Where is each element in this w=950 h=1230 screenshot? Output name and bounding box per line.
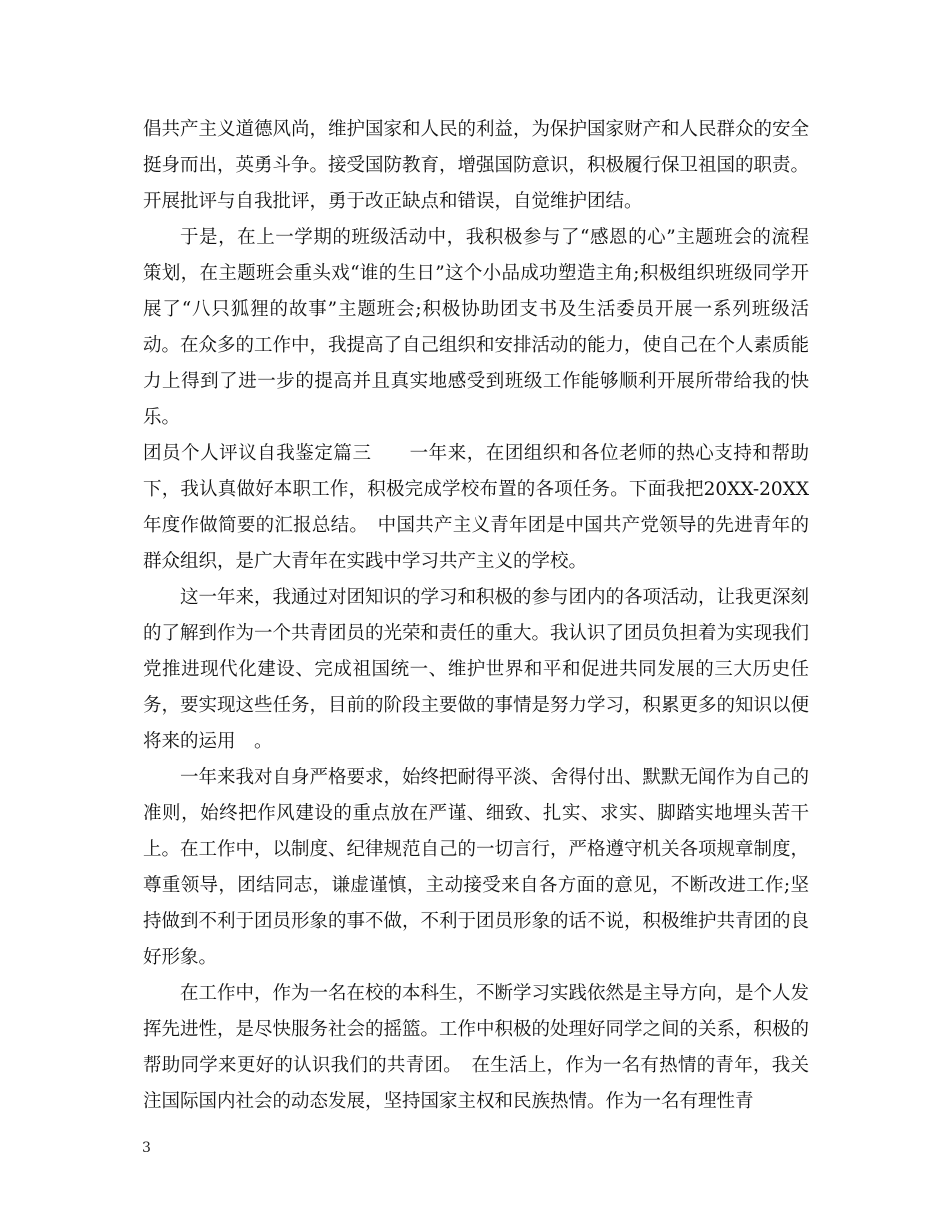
paragraph-4: 这一年来，我通过对团知识的学习和积极的参与团内的各项活动，让我更深刻的了解到作为一个共青团员的光荣和责任的重大。我认识了团员负担着为实现我们党推进现代化建设、完成祖国统一、维护世界和平和促进共同发展的三大历史任务，要实现这些任务，目前的阶段主要做的事情是努力学习，积累更多的知识以便将来的运用 。 [143,587,810,752]
document-body [143,112,809,1120]
paragraph-1: 倡共产主义道德风尚，维护国家和人民的利益，为保护国家财产和人民群众的安全挺身而出，英勇斗争。接受国防教育，增强国防意识，积极履行保卫祖国的职责。开展批评与自我批评，勇于改正缺点和错误，自觉维护团结。 [143,119,810,212]
paragraph-6: 在工作中，作为一名在校的本科生，不断学习实践依然是主导方向，是个人发挥先进性，是尽快服务社会的摇篮。工作中积极的处理好同学之间的关系，积极的帮助同学来更好的认识我们的共青团。 在生活上，作为一名有热情的青年，我关注国际国内社会的动态发展，坚持国家主权和民族热情。作为一名有理性青 [143,983,810,1112]
paragraph-3: 团员个人评议自我鉴定篇三 一年来，在团组织和各位老师的热心支持和帮助下，我认真做好本职工作，积极完成学校布置的各项任务。下面我把20XX-20XX年度作做简要的汇报总结。 中国共产主义青年团是中国共产党领导的先进青年的群众组织，是广大青年在实践中学习共产主义的学校。 [143,443,809,572]
paragraph-5: 一年来我对自身严格要求，始终把耐得平淡、舍得付出、默默无闻作为自己的准则，始终把作风建设的重点放在严谨、细致、扎实、求实、脚踏实地埋头苦干上。在工作中，以制度、纪律规范自己的一切言行，严格遵守机关各项规章制度，尊重领导，团结同志，谦虚谨慎，主动接受来自各方面的意见，不断改进工作;坚持做到不利于团员形象的事不做，不利于团员形象的话不说，积极维护共青团的良好形象。 [143,767,810,968]
paragraph-2: 于是，在上一学期的班级活动中，我积极参与了“感恩的心”主题班会的流程策划，在主题班会重头戏“谁的生日”这个小品成功塑造主角;积极组织班级同学开展了“八只狐狸的故事”主题班会;积极协助团支书及生活委员开展一系列班级活动。在众多的工作中，我提高了自己组织和安排活动的能力，使自己在个人素质能力上得到了进一步的提高并且真实地感受到班级工作能够顺利开展所带给我的快乐。 [143,227,810,428]
page-number: 3 [142,1140,151,1156]
